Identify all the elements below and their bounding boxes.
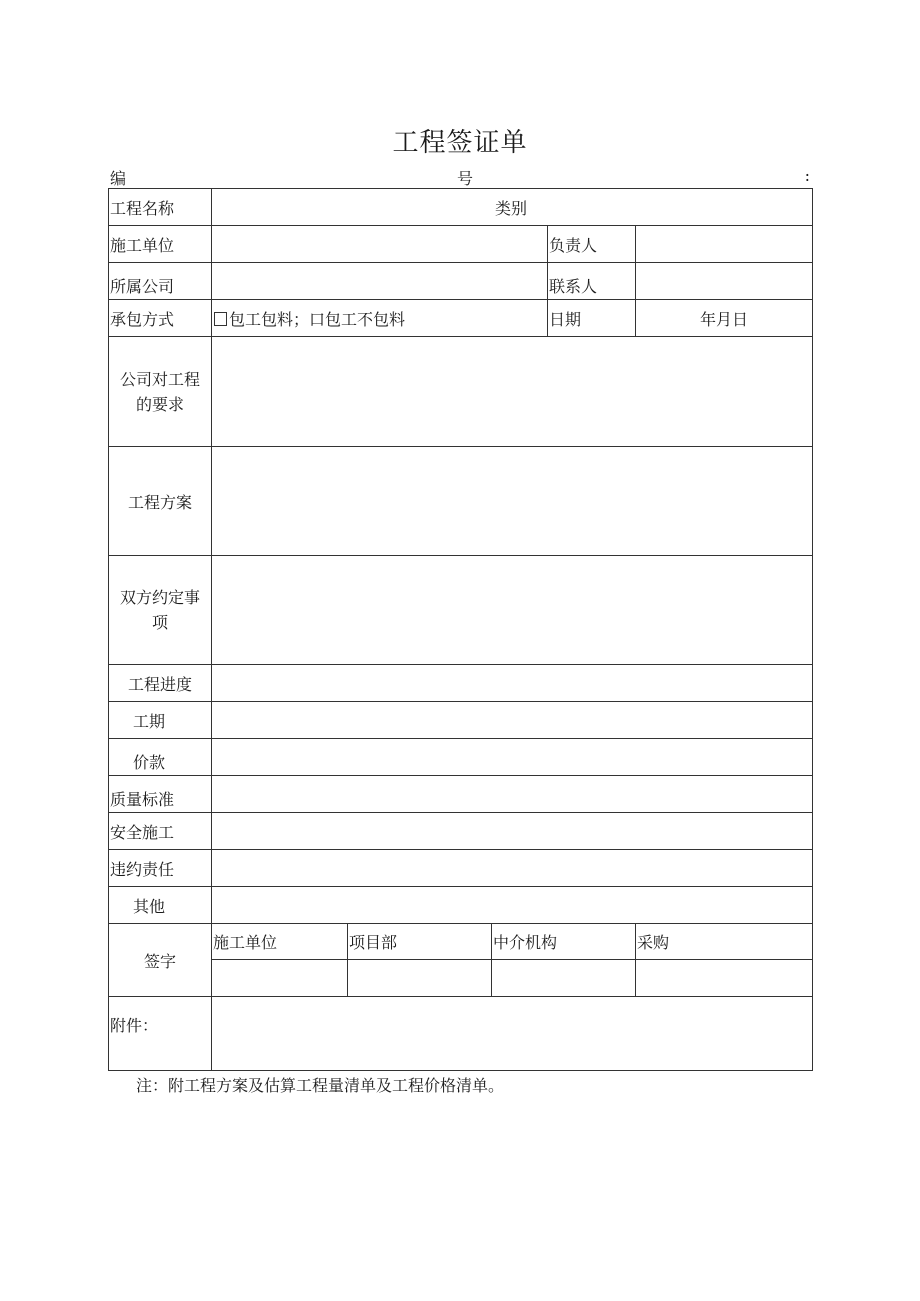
quality-label: 质量标准 (109, 776, 212, 813)
construction-unit-label: 施工单位 (109, 226, 212, 263)
number-label-middle: 号 (457, 169, 474, 188)
row-duration (109, 702, 813, 739)
other-field[interactable] (212, 887, 813, 924)
visa-form-table (108, 188, 813, 1071)
contract-mode-label: 承包方式 (109, 300, 212, 337)
duration-field[interactable] (212, 702, 813, 739)
liability-label: 违约责任 (109, 850, 212, 887)
plan-label: 工程方案 (109, 447, 212, 556)
contact-field[interactable] (636, 263, 813, 300)
page-title: 工程签证单 (392, 128, 528, 158)
row-plan (109, 447, 813, 556)
row-signature-fields (109, 960, 813, 997)
signature-field-agency[interactable] (492, 960, 636, 997)
other-label-cell (109, 887, 212, 924)
row-requirements (109, 337, 813, 447)
duration-label-cell (109, 702, 212, 739)
row-quality (109, 776, 813, 813)
number-label-left: 编 (110, 169, 127, 188)
duration-label: 工期 (133, 711, 166, 731)
row-company (109, 263, 813, 300)
manager-label: 负责人 (548, 226, 636, 263)
signature-field-project-dept[interactable] (348, 960, 492, 997)
row-contract-mode (109, 300, 813, 337)
checkbox-icon[interactable] (214, 312, 227, 326)
agreed-matters-field[interactable] (212, 556, 813, 665)
requirements-label-line1: 公司对工程 (119, 369, 200, 389)
option-labor-and-materials: 包工包料； (229, 309, 310, 329)
requirements-field[interactable] (212, 337, 813, 447)
signature-label: 签字 (109, 924, 212, 997)
row-safety (109, 813, 813, 850)
liability-field[interactable] (212, 850, 813, 887)
row-agreed-matters (109, 556, 813, 665)
row-construction-unit (109, 226, 813, 263)
signature-col-project-dept: 项目部 (348, 924, 492, 960)
attachment-field[interactable] (212, 997, 813, 1071)
project-name-field[interactable] (212, 189, 813, 226)
contact-label: 联系人 (548, 263, 636, 300)
agreed-matters-label (109, 556, 212, 665)
progress-label: 工程进度 (109, 665, 212, 702)
signature-field-procurement[interactable] (636, 960, 813, 997)
project-name-label: 工程名称 (109, 189, 212, 226)
date-label: 日期 (548, 300, 636, 337)
construction-unit-field[interactable] (212, 226, 548, 263)
agreed-matters-label-line2: 项 (151, 613, 168, 632)
row-other (109, 887, 813, 924)
category-label: 类别 (495, 198, 528, 218)
number-line (108, 166, 812, 188)
contract-mode-options (212, 300, 548, 337)
price-label: 价款 (133, 753, 166, 772)
price-label-cell (109, 739, 212, 776)
footnote: 注：附工程方案及估算工程量清单及工程价格清单。 (136, 1076, 505, 1095)
safety-label: 安全施工 (109, 813, 212, 850)
date-field[interactable]: 年月日 (636, 300, 813, 337)
attachment-label: 附件： (109, 997, 212, 1071)
quality-field[interactable] (212, 776, 813, 813)
agreed-matters-label-line1: 双方约定事 (119, 588, 200, 607)
row-attachment (109, 997, 813, 1071)
plan-field[interactable] (212, 447, 813, 556)
other-label: 其他 (133, 896, 166, 916)
manager-field[interactable] (636, 226, 813, 263)
price-field[interactable] (212, 739, 813, 776)
signature-col-procurement: 采购 (636, 924, 813, 960)
option-labor-only: 包工不包料 (325, 309, 406, 329)
number-label-colon: : (804, 166, 810, 185)
company-field[interactable] (212, 263, 548, 300)
requirements-label (109, 337, 212, 447)
safety-field[interactable] (212, 813, 813, 850)
row-progress (109, 665, 813, 702)
option-checkbox-glyph[interactable]: 口 (309, 309, 326, 329)
signature-field-construction-unit[interactable] (212, 960, 348, 997)
signature-col-construction-unit: 施工单位 (212, 924, 348, 960)
requirements-label-line2: 的要求 (135, 394, 184, 414)
row-project-name (109, 189, 813, 226)
signature-col-agency: 中介机构 (492, 924, 636, 960)
row-price (109, 739, 813, 776)
row-signature-head (109, 924, 813, 960)
progress-field[interactable] (212, 665, 813, 702)
company-label: 所属公司 (109, 263, 212, 300)
row-liability (109, 850, 813, 887)
